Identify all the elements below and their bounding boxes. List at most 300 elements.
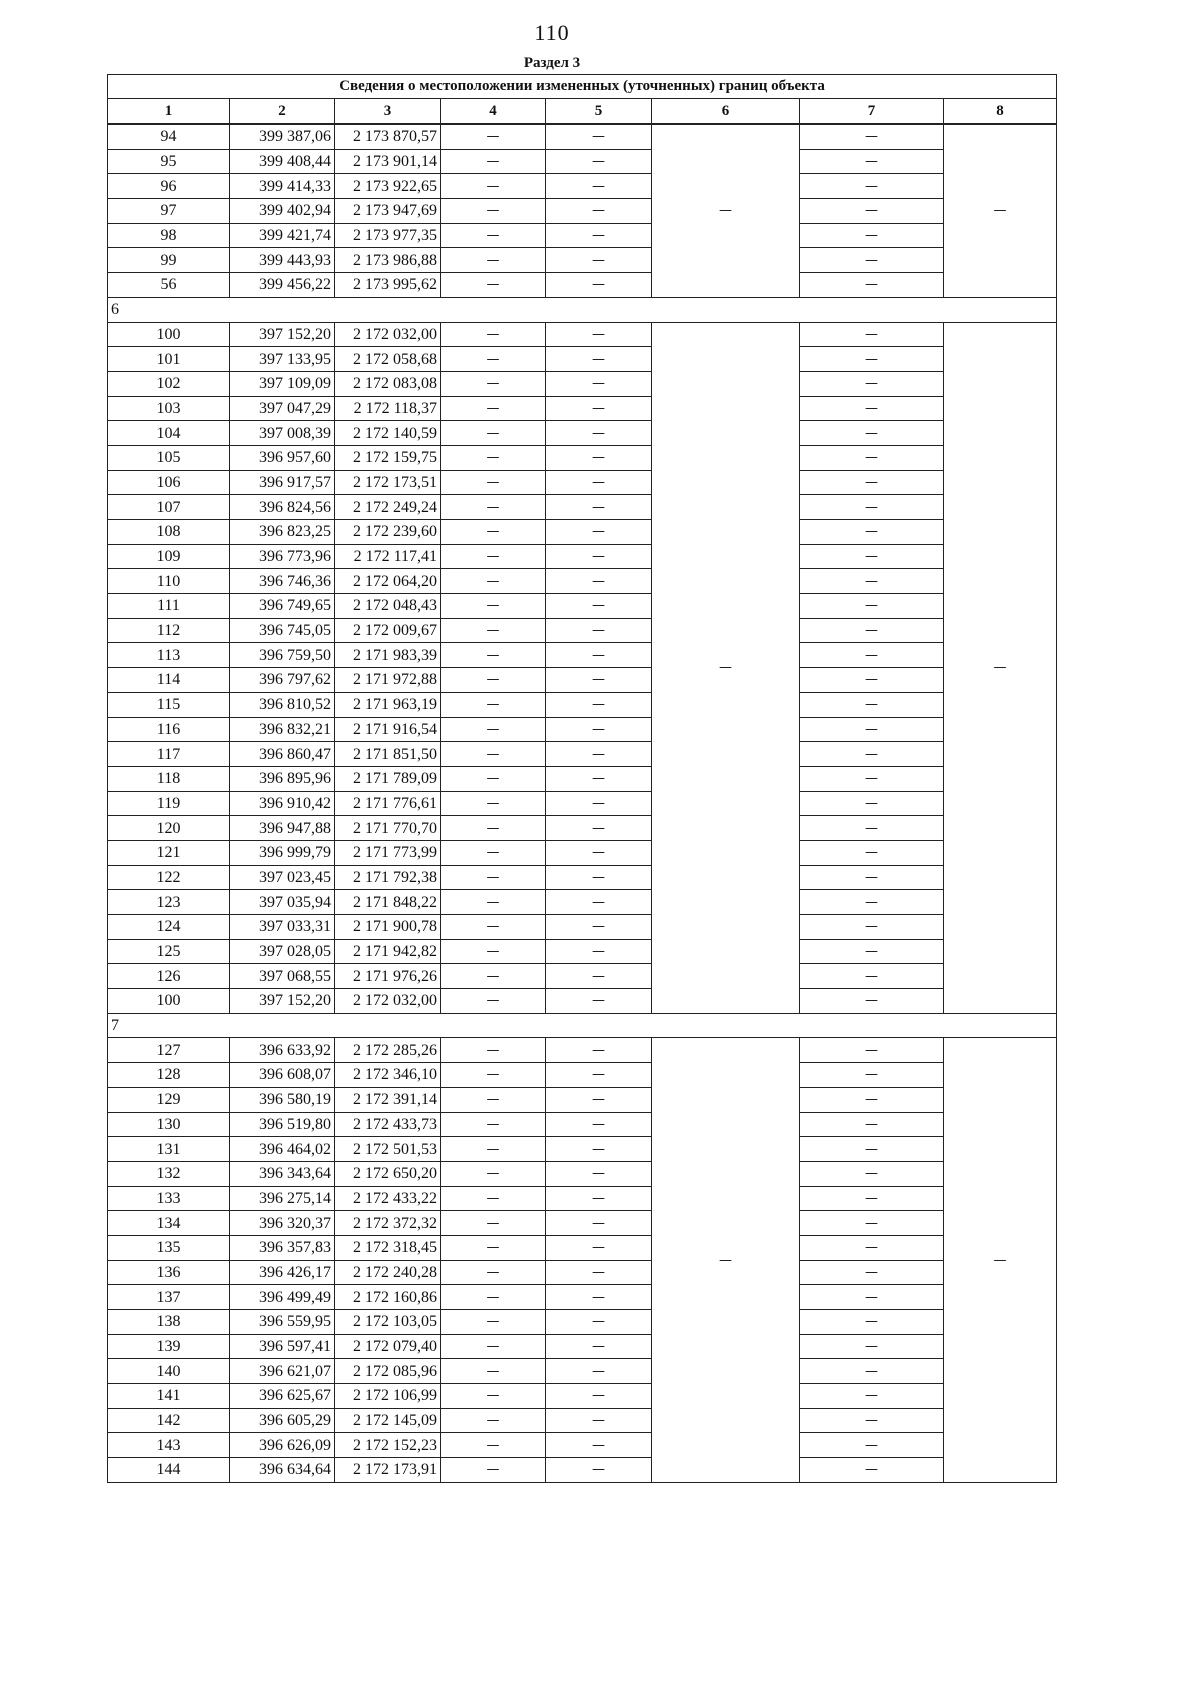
x-coordinate-cell: 396 626,09 bbox=[230, 1433, 335, 1458]
x-coordinate-cell: 399 456,22 bbox=[230, 273, 335, 298]
table-caption: Сведения о местоположении измененных (уточненных) границ объекта bbox=[108, 75, 1057, 99]
col5-dash-cell: — bbox=[546, 569, 652, 594]
col4-dash-cell: — bbox=[441, 643, 546, 668]
table-row bbox=[108, 643, 1057, 668]
x-coordinate-cell: 396 605,29 bbox=[230, 1408, 335, 1433]
col4-dash-cell: — bbox=[441, 223, 546, 248]
col4-dash-cell: — bbox=[441, 717, 546, 742]
table-row bbox=[108, 174, 1057, 199]
y-coordinate-cell: 2 173 995,62 bbox=[335, 273, 441, 298]
boundary-coordinates-table bbox=[107, 74, 1057, 1483]
section-title: Раздел 3 bbox=[523, 55, 581, 71]
y-coordinate-cell: 2 172 240,28 bbox=[335, 1260, 441, 1285]
y-coordinate-cell: 2 171 776,61 bbox=[335, 791, 441, 816]
y-coordinate-cell: 2 172 103,05 bbox=[335, 1310, 441, 1335]
col4-dash-cell: — bbox=[441, 544, 546, 569]
col5-dash-cell: — bbox=[546, 421, 652, 446]
point-number-cell: 107 bbox=[108, 495, 230, 520]
y-coordinate-cell: 2 171 770,70 bbox=[335, 816, 441, 841]
x-coordinate-cell: 396 275,14 bbox=[230, 1186, 335, 1211]
point-number-cell: 117 bbox=[108, 742, 230, 767]
point-number-cell: 103 bbox=[108, 396, 230, 421]
y-coordinate-cell: 2 171 942,82 bbox=[335, 939, 441, 964]
table-row bbox=[108, 149, 1057, 174]
col4-dash-cell: — bbox=[441, 1038, 546, 1063]
x-coordinate-cell: 396 810,52 bbox=[230, 692, 335, 717]
table-row bbox=[108, 199, 1057, 224]
y-coordinate-cell: 2 173 870,57 bbox=[335, 124, 441, 149]
y-coordinate-cell: 2 172 032,00 bbox=[335, 322, 441, 347]
x-coordinate-cell: 396 580,19 bbox=[230, 1087, 335, 1112]
point-number-cell: 110 bbox=[108, 569, 230, 594]
x-coordinate-cell: 399 408,44 bbox=[230, 149, 335, 174]
table-row bbox=[108, 544, 1057, 569]
point-number-cell: 123 bbox=[108, 890, 230, 915]
col7-dash-cell: — bbox=[800, 445, 944, 470]
table-row bbox=[108, 520, 1057, 545]
point-number-cell: 99 bbox=[108, 248, 230, 273]
col4-dash-cell: — bbox=[441, 199, 546, 224]
point-number-cell: 132 bbox=[108, 1161, 230, 1186]
col7-dash-cell: — bbox=[800, 865, 944, 890]
table-row bbox=[108, 939, 1057, 964]
point-number-cell: 115 bbox=[108, 692, 230, 717]
x-coordinate-cell: 396 957,60 bbox=[230, 445, 335, 470]
col4-dash-cell: — bbox=[441, 618, 546, 643]
col4-dash-cell: — bbox=[441, 1408, 546, 1433]
x-coordinate-cell: 399 387,06 bbox=[230, 124, 335, 149]
table-row bbox=[108, 223, 1057, 248]
col7-dash-cell: — bbox=[800, 1161, 944, 1186]
y-coordinate-cell: 2 172 160,86 bbox=[335, 1285, 441, 1310]
y-coordinate-cell: 2 171 848,22 bbox=[335, 890, 441, 915]
y-coordinate-cell: 2 172 285,26 bbox=[335, 1038, 441, 1063]
col4-dash-cell: — bbox=[441, 1359, 546, 1384]
table-row bbox=[108, 989, 1057, 1014]
col8-merged-dash-cell: — bbox=[944, 124, 1057, 297]
y-coordinate-cell: 2 173 977,35 bbox=[335, 223, 441, 248]
table-row bbox=[108, 1285, 1057, 1310]
col4-dash-cell: — bbox=[441, 964, 546, 989]
col4-dash-cell: — bbox=[441, 495, 546, 520]
col5-dash-cell: — bbox=[546, 149, 652, 174]
col8-merged-dash-cell: — bbox=[944, 1038, 1057, 1482]
point-number-cell: 97 bbox=[108, 199, 230, 224]
x-coordinate-cell: 396 464,02 bbox=[230, 1137, 335, 1162]
col5-dash-cell: — bbox=[546, 1384, 652, 1409]
col4-dash-cell: — bbox=[441, 1260, 546, 1285]
y-coordinate-cell: 2 172 048,43 bbox=[335, 594, 441, 619]
col7-dash-cell: — bbox=[800, 717, 944, 742]
table-row bbox=[108, 322, 1057, 347]
x-coordinate-cell: 396 745,05 bbox=[230, 618, 335, 643]
col4-dash-cell: — bbox=[441, 569, 546, 594]
col7-dash-cell: — bbox=[800, 643, 944, 668]
x-coordinate-cell: 396 832,21 bbox=[230, 717, 335, 742]
x-coordinate-cell: 396 519,80 bbox=[230, 1112, 335, 1137]
y-coordinate-cell: 2 171 963,19 bbox=[335, 692, 441, 717]
point-number-cell: 129 bbox=[108, 1087, 230, 1112]
col5-dash-cell: — bbox=[546, 371, 652, 396]
table-row bbox=[108, 1408, 1057, 1433]
col5-dash-cell: — bbox=[546, 223, 652, 248]
point-number-cell: 109 bbox=[108, 544, 230, 569]
y-coordinate-cell: 2 171 789,09 bbox=[335, 766, 441, 791]
y-coordinate-cell: 2 172 117,41 bbox=[335, 544, 441, 569]
y-coordinate-cell: 2 172 118,37 bbox=[335, 396, 441, 421]
col5-dash-cell: — bbox=[546, 347, 652, 372]
col7-dash-cell: — bbox=[800, 1063, 944, 1088]
table-row bbox=[108, 1235, 1057, 1260]
point-number-cell: 98 bbox=[108, 223, 230, 248]
table-row bbox=[108, 1334, 1057, 1359]
col7-dash-cell: — bbox=[800, 149, 944, 174]
col5-dash-cell: — bbox=[546, 890, 652, 915]
col5-dash-cell: — bbox=[546, 199, 652, 224]
x-coordinate-cell: 396 746,36 bbox=[230, 569, 335, 594]
x-coordinate-cell: 397 008,39 bbox=[230, 421, 335, 446]
col4-dash-cell: — bbox=[441, 470, 546, 495]
col5-dash-cell: — bbox=[546, 816, 652, 841]
table-row bbox=[108, 569, 1057, 594]
col5-dash-cell: — bbox=[546, 470, 652, 495]
col7-dash-cell: — bbox=[800, 1260, 944, 1285]
col5-dash-cell: — bbox=[546, 1087, 652, 1112]
col5-dash-cell: — bbox=[546, 248, 652, 273]
x-coordinate-cell: 399 443,93 bbox=[230, 248, 335, 273]
y-coordinate-cell: 2 172 173,91 bbox=[335, 1458, 441, 1483]
col5-dash-cell: — bbox=[546, 273, 652, 298]
x-coordinate-cell: 397 028,05 bbox=[230, 939, 335, 964]
col5-dash-cell: — bbox=[546, 915, 652, 940]
col4-dash-cell: — bbox=[441, 939, 546, 964]
table-row bbox=[108, 124, 1057, 149]
col5-dash-cell: — bbox=[546, 1112, 652, 1137]
col7-dash-cell: — bbox=[800, 347, 944, 372]
y-coordinate-cell: 2 172 173,51 bbox=[335, 470, 441, 495]
col5-dash-cell: — bbox=[546, 766, 652, 791]
y-coordinate-cell: 2 171 792,38 bbox=[335, 865, 441, 890]
x-coordinate-cell: 396 633,92 bbox=[230, 1038, 335, 1063]
table-row bbox=[108, 1211, 1057, 1236]
x-coordinate-cell: 397 023,45 bbox=[230, 865, 335, 890]
col5-dash-cell: — bbox=[546, 1161, 652, 1186]
table-row bbox=[108, 421, 1057, 446]
col7-dash-cell: — bbox=[800, 199, 944, 224]
table-row bbox=[108, 347, 1057, 372]
x-coordinate-cell: 396 320,37 bbox=[230, 1211, 335, 1236]
y-coordinate-cell: 2 171 851,50 bbox=[335, 742, 441, 767]
col4-dash-cell: — bbox=[441, 1458, 546, 1483]
y-coordinate-cell: 2 172 058,68 bbox=[335, 347, 441, 372]
table-row bbox=[108, 1063, 1057, 1088]
point-number-cell: 102 bbox=[108, 371, 230, 396]
col7-dash-cell: — bbox=[800, 1038, 944, 1063]
col5-dash-cell: — bbox=[546, 1137, 652, 1162]
column-number: 3 bbox=[335, 99, 441, 125]
table-row bbox=[108, 791, 1057, 816]
point-number-cell: 131 bbox=[108, 1137, 230, 1162]
col7-dash-cell: — bbox=[800, 1285, 944, 1310]
table-row bbox=[108, 766, 1057, 791]
col4-dash-cell: — bbox=[441, 1384, 546, 1409]
table-row bbox=[108, 371, 1057, 396]
x-coordinate-cell: 396 621,07 bbox=[230, 1359, 335, 1384]
col4-dash-cell: — bbox=[441, 1112, 546, 1137]
col7-dash-cell: — bbox=[800, 742, 944, 767]
x-coordinate-cell: 396 759,50 bbox=[230, 643, 335, 668]
col5-dash-cell: — bbox=[546, 692, 652, 717]
table-row bbox=[108, 840, 1057, 865]
table-row bbox=[108, 470, 1057, 495]
col4-dash-cell: — bbox=[441, 1285, 546, 1310]
col5-dash-cell: — bbox=[546, 1359, 652, 1384]
x-coordinate-cell: 399 402,94 bbox=[230, 199, 335, 224]
col4-dash-cell: — bbox=[441, 865, 546, 890]
table-row bbox=[108, 1038, 1057, 1063]
x-coordinate-cell: 396 895,96 bbox=[230, 766, 335, 791]
col5-dash-cell: — bbox=[546, 791, 652, 816]
col5-dash-cell: — bbox=[546, 124, 652, 149]
y-coordinate-cell: 2 172 064,20 bbox=[335, 569, 441, 594]
x-coordinate-cell: 396 860,47 bbox=[230, 742, 335, 767]
point-number-cell: 112 bbox=[108, 618, 230, 643]
x-coordinate-cell: 396 597,41 bbox=[230, 1334, 335, 1359]
point-number-cell: 124 bbox=[108, 915, 230, 940]
x-coordinate-cell: 396 426,17 bbox=[230, 1260, 335, 1285]
col5-dash-cell: — bbox=[546, 1186, 652, 1211]
col7-dash-cell: — bbox=[800, 1384, 944, 1409]
column-number: 8 bbox=[944, 99, 1057, 125]
col6-merged-dash-cell: — bbox=[652, 124, 800, 297]
y-coordinate-cell: 2 171 972,88 bbox=[335, 668, 441, 693]
col6-merged-dash-cell: — bbox=[652, 1038, 800, 1482]
point-number-cell: 138 bbox=[108, 1310, 230, 1335]
column-number: 5 bbox=[546, 99, 652, 125]
x-coordinate-cell: 396 559,95 bbox=[230, 1310, 335, 1335]
col4-dash-cell: — bbox=[441, 1063, 546, 1088]
y-coordinate-cell: 2 172 032,00 bbox=[335, 989, 441, 1014]
x-coordinate-cell: 396 634,64 bbox=[230, 1458, 335, 1483]
col7-dash-cell: — bbox=[800, 618, 944, 643]
x-coordinate-cell: 397 152,20 bbox=[230, 989, 335, 1014]
col7-dash-cell: — bbox=[800, 939, 944, 964]
table-row bbox=[108, 915, 1057, 940]
y-coordinate-cell: 2 172 650,20 bbox=[335, 1161, 441, 1186]
group-label: 7 bbox=[108, 1013, 1057, 1038]
point-number-cell: 94 bbox=[108, 124, 230, 149]
col7-dash-cell: — bbox=[800, 421, 944, 446]
col4-dash-cell: — bbox=[441, 1334, 546, 1359]
col4-dash-cell: — bbox=[441, 1087, 546, 1112]
point-number-cell: 142 bbox=[108, 1408, 230, 1433]
x-coordinate-cell: 396 999,79 bbox=[230, 840, 335, 865]
point-number-cell: 100 bbox=[108, 322, 230, 347]
table-row bbox=[108, 964, 1057, 989]
point-number-cell: 140 bbox=[108, 1359, 230, 1384]
x-coordinate-cell: 396 824,56 bbox=[230, 495, 335, 520]
x-coordinate-cell: 396 625,67 bbox=[230, 1384, 335, 1409]
col7-dash-cell: — bbox=[800, 520, 944, 545]
x-coordinate-cell: 397 109,09 bbox=[230, 371, 335, 396]
table-row bbox=[108, 445, 1057, 470]
col7-dash-cell: — bbox=[800, 1433, 944, 1458]
col5-dash-cell: — bbox=[546, 1063, 652, 1088]
col4-dash-cell: — bbox=[441, 742, 546, 767]
col4-dash-cell: — bbox=[441, 1137, 546, 1162]
y-coordinate-cell: 2 171 916,54 bbox=[335, 717, 441, 742]
point-number-cell: 143 bbox=[108, 1433, 230, 1458]
table-row bbox=[108, 890, 1057, 915]
col4-dash-cell: — bbox=[441, 248, 546, 273]
x-coordinate-cell: 396 608,07 bbox=[230, 1063, 335, 1088]
x-coordinate-cell: 397 152,20 bbox=[230, 322, 335, 347]
col4-dash-cell: — bbox=[441, 594, 546, 619]
y-coordinate-cell: 2 172 318,45 bbox=[335, 1235, 441, 1260]
col7-dash-cell: — bbox=[800, 273, 944, 298]
x-coordinate-cell: 396 823,25 bbox=[230, 520, 335, 545]
y-coordinate-cell: 2 173 986,88 bbox=[335, 248, 441, 273]
col4-dash-cell: — bbox=[441, 520, 546, 545]
col4-dash-cell: — bbox=[441, 989, 546, 1014]
page-number: 110 bbox=[534, 20, 570, 45]
table-row bbox=[108, 495, 1057, 520]
col5-dash-cell: — bbox=[546, 717, 652, 742]
col7-dash-cell: — bbox=[800, 174, 944, 199]
col7-dash-cell: — bbox=[800, 692, 944, 717]
table-row bbox=[108, 396, 1057, 421]
group-label-row bbox=[108, 1013, 1057, 1038]
y-coordinate-cell: 2 173 922,65 bbox=[335, 174, 441, 199]
point-number-cell: 122 bbox=[108, 865, 230, 890]
y-coordinate-cell: 2 172 239,60 bbox=[335, 520, 441, 545]
col7-dash-cell: — bbox=[800, 248, 944, 273]
table-row bbox=[108, 1112, 1057, 1137]
col5-dash-cell: — bbox=[546, 495, 652, 520]
col6-merged-dash-cell: — bbox=[652, 322, 800, 1013]
col5-dash-cell: — bbox=[546, 618, 652, 643]
col4-dash-cell: — bbox=[441, 421, 546, 446]
point-number-cell: 56 bbox=[108, 273, 230, 298]
y-coordinate-cell: 2 172 391,14 bbox=[335, 1087, 441, 1112]
col7-dash-cell: — bbox=[800, 840, 944, 865]
column-number: 6 bbox=[652, 99, 800, 125]
y-coordinate-cell: 2 172 152,23 bbox=[335, 1433, 441, 1458]
col4-dash-cell: — bbox=[441, 396, 546, 421]
col4-dash-cell: — bbox=[441, 347, 546, 372]
point-number-cell: 106 bbox=[108, 470, 230, 495]
col4-dash-cell: — bbox=[441, 791, 546, 816]
y-coordinate-cell: 2 172 140,59 bbox=[335, 421, 441, 446]
point-number-cell: 126 bbox=[108, 964, 230, 989]
y-coordinate-cell: 2 172 249,24 bbox=[335, 495, 441, 520]
x-coordinate-cell: 397 133,95 bbox=[230, 347, 335, 372]
table-row bbox=[108, 816, 1057, 841]
col7-dash-cell: — bbox=[800, 544, 944, 569]
point-number-cell: 104 bbox=[108, 421, 230, 446]
col5-dash-cell: — bbox=[546, 544, 652, 569]
y-coordinate-cell: 2 171 900,78 bbox=[335, 915, 441, 940]
x-coordinate-cell: 396 749,65 bbox=[230, 594, 335, 619]
y-coordinate-cell: 2 171 976,26 bbox=[335, 964, 441, 989]
point-number-cell: 120 bbox=[108, 816, 230, 841]
table-row bbox=[108, 1161, 1057, 1186]
x-coordinate-cell: 396 910,42 bbox=[230, 791, 335, 816]
table-row bbox=[108, 1458, 1057, 1483]
col4-dash-cell: — bbox=[441, 174, 546, 199]
table-row bbox=[108, 668, 1057, 693]
y-coordinate-cell: 2 172 083,08 bbox=[335, 371, 441, 396]
col7-dash-cell: — bbox=[800, 890, 944, 915]
point-number-cell: 135 bbox=[108, 1235, 230, 1260]
point-number-cell: 136 bbox=[108, 1260, 230, 1285]
col7-dash-cell: — bbox=[800, 569, 944, 594]
point-number-cell: 101 bbox=[108, 347, 230, 372]
y-coordinate-cell: 2 172 501,53 bbox=[335, 1137, 441, 1162]
table-row bbox=[108, 742, 1057, 767]
y-coordinate-cell: 2 172 079,40 bbox=[335, 1334, 441, 1359]
x-coordinate-cell: 399 421,74 bbox=[230, 223, 335, 248]
col7-dash-cell: — bbox=[800, 964, 944, 989]
col5-dash-cell: — bbox=[546, 445, 652, 470]
y-coordinate-cell: 2 172 433,73 bbox=[335, 1112, 441, 1137]
col4-dash-cell: — bbox=[441, 1211, 546, 1236]
table-row bbox=[108, 692, 1057, 717]
y-coordinate-cell: 2 171 983,39 bbox=[335, 643, 441, 668]
col7-dash-cell: — bbox=[800, 816, 944, 841]
col8-merged-dash-cell: — bbox=[944, 322, 1057, 1013]
col7-dash-cell: — bbox=[800, 124, 944, 149]
point-number-cell: 128 bbox=[108, 1063, 230, 1088]
table-row bbox=[108, 717, 1057, 742]
col7-dash-cell: — bbox=[800, 470, 944, 495]
col7-dash-cell: — bbox=[800, 1137, 944, 1162]
col5-dash-cell: — bbox=[546, 964, 652, 989]
col5-dash-cell: — bbox=[546, 989, 652, 1014]
point-number-cell: 141 bbox=[108, 1384, 230, 1409]
x-coordinate-cell: 396 797,62 bbox=[230, 668, 335, 693]
point-number-cell: 127 bbox=[108, 1038, 230, 1063]
point-number-cell: 119 bbox=[108, 791, 230, 816]
col5-dash-cell: — bbox=[546, 1458, 652, 1483]
col5-dash-cell: — bbox=[546, 668, 652, 693]
y-coordinate-cell: 2 173 901,14 bbox=[335, 149, 441, 174]
col7-dash-cell: — bbox=[800, 668, 944, 693]
col4-dash-cell: — bbox=[441, 1433, 546, 1458]
col5-dash-cell: — bbox=[546, 520, 652, 545]
col5-dash-cell: — bbox=[546, 322, 652, 347]
col7-dash-cell: — bbox=[800, 915, 944, 940]
y-coordinate-cell: 2 172 372,32 bbox=[335, 1211, 441, 1236]
table-row bbox=[108, 865, 1057, 890]
x-coordinate-cell: 397 068,55 bbox=[230, 964, 335, 989]
point-number-cell: 118 bbox=[108, 766, 230, 791]
table-row bbox=[108, 1260, 1057, 1285]
col4-dash-cell: — bbox=[441, 445, 546, 470]
col5-dash-cell: — bbox=[546, 174, 652, 199]
point-number-cell: 114 bbox=[108, 668, 230, 693]
column-number: 1 bbox=[108, 99, 230, 125]
col5-dash-cell: — bbox=[546, 1334, 652, 1359]
point-number-cell: 125 bbox=[108, 939, 230, 964]
col7-dash-cell: — bbox=[800, 1334, 944, 1359]
col7-dash-cell: — bbox=[800, 1112, 944, 1137]
col7-dash-cell: — bbox=[800, 1458, 944, 1483]
col4-dash-cell: — bbox=[441, 840, 546, 865]
col7-dash-cell: — bbox=[800, 495, 944, 520]
col7-dash-cell: — bbox=[800, 396, 944, 421]
point-number-cell: 130 bbox=[108, 1112, 230, 1137]
